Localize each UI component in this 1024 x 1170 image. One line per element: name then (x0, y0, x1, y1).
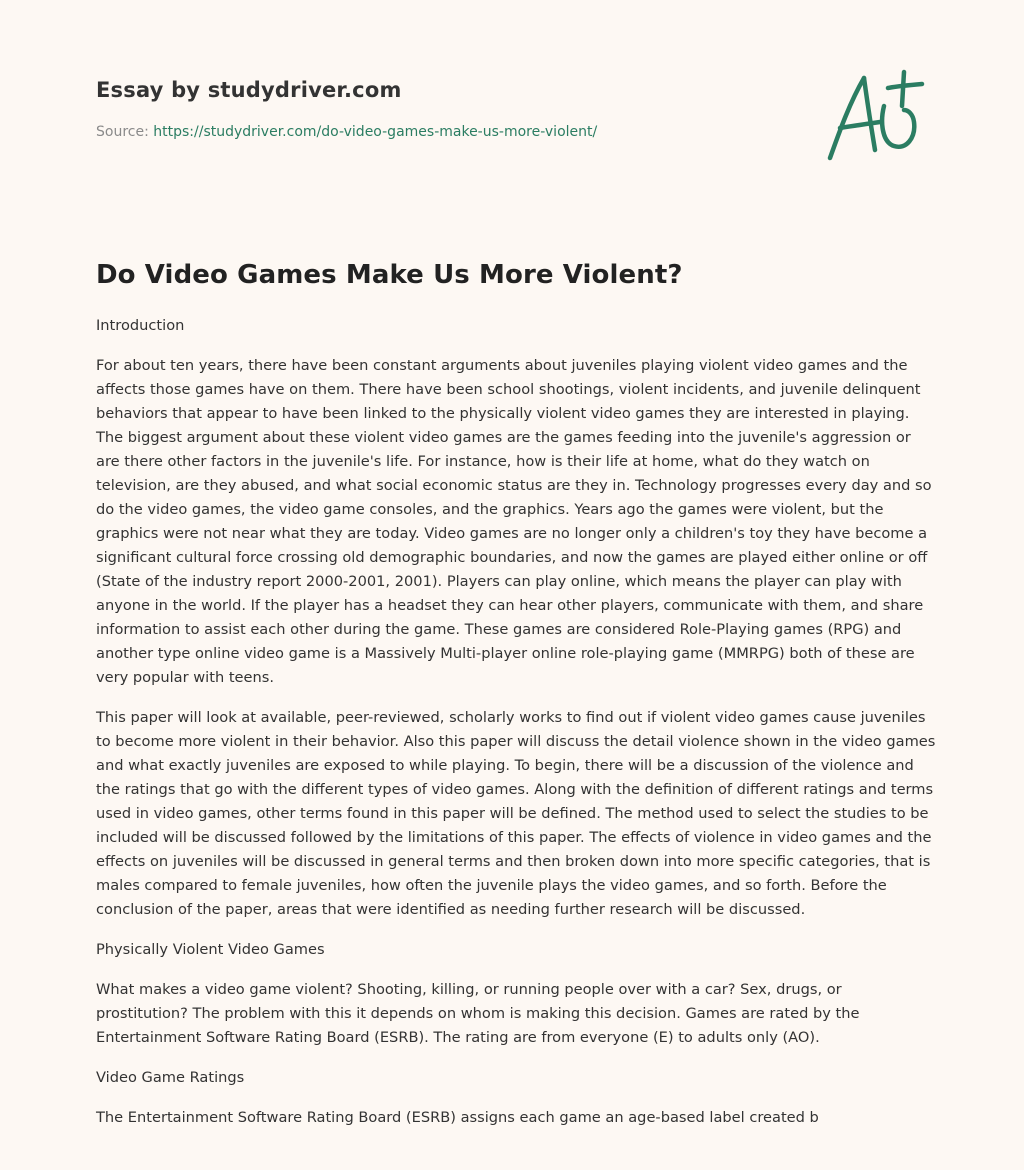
essay-title: Do Video Games Make Us More Violent? (96, 260, 683, 290)
source-label: Source: (96, 124, 149, 140)
section-heading-introduction: Introduction (96, 317, 185, 334)
source-line (96, 122, 796, 142)
essay-content (96, 256, 936, 1130)
paragraph-intro-1: For about ten years, there have been constant arguments about juveniles playing violent video games and the affects those games have on them. There have been school shootings, violent incidents, and juvenile delinquent behaviors that appear to have been linked to the physically violent video games they are interested in playing. The biggest argument about these violent video games are the games feeding into the juvenile's aggression or are there other factors in the juvenile's life. For instance, how is their life at home, what do they watch on television, are they abused, and what social economic status are they in. Technology progresses every day and so do the video games, the video game consoles, and the graphics. Years ago the games were violent, but the graphics were not near what they are today. Video games are no longer only a children's toy they have become a significant cultural force crossing old demographic boundaries, and now the games are played either online or off (State of the industry report 2000-2001, 2001). Players can play online, which means the player can play with anyone in the world. If the player has a headset they can hear other players, communicate with them, and share information to assist each other during the game. These games are considered Role-Playing games (RPG) and another type online video game is a Massively Multi-player online role-playing game (MMRPG) both of these are very popular with teens. (96, 357, 932, 686)
paragraph-violent-games: What makes a video game violent? Shooting, killing, or running people over with a car? Sex, drugs, or prostitution? The problem with this it depends on whom is making this decision. Games are rated by the Entertainment Software Rating Board (ESRB). The rating are from everyone (E) to adults only (AO). (96, 981, 860, 1046)
source-link[interactable]: https://studydriver.com/do-video-games-make-us-more-violent/ (153, 124, 598, 140)
section-heading-violent-games: Physically Violent Video Games (96, 941, 325, 958)
paragraph-intro-2: This paper will look at available, peer-reviewed, scholarly works to find out if violent video games cause juveniles to become more violent in their behavior. Also this paper will discuss the detail violence shown in the video games and what exactly juveniles are exposed to while playing. To begin, there will be a discussion of the violence and the ratings that go with the different types of video games. Along with the definition of different ratings and terms used in video games, other terms found in this paper will be defined. The method used to select the studies to be included will be discussed followed by the limitations of this paper. The effects of violence in video games and the effects on juveniles will be discussed in general terms and then broken down into more specific categories, that is males compared to female juveniles, how often the juvenile plays the video games, and so forth. Before the conclusion of the paper, areas that were identified as needing further research will be discussed. (96, 709, 936, 918)
section-heading-ratings: Video Game Ratings (96, 1069, 245, 1086)
site-title: Essay by studydriver.com (96, 78, 402, 102)
a-plus-logo-icon (820, 66, 930, 166)
paragraph-ratings: The Entertainment Software Rating Board (ESRB) assigns each game an age-based label created b (96, 1109, 819, 1126)
page-header (96, 74, 796, 142)
